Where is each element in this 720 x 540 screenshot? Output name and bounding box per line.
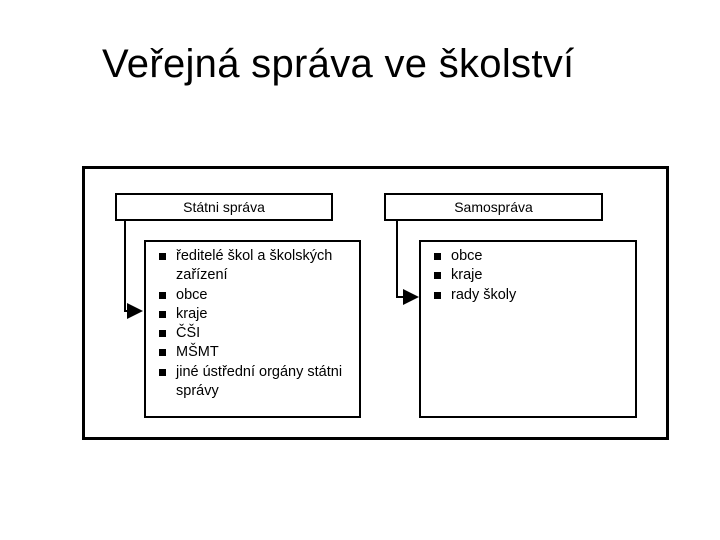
samosprava-list xyxy=(421,247,635,305)
list-item: ředitelé škol a školských zařízení xyxy=(146,247,359,286)
list-item: jiné ústřední orgány státni správy xyxy=(146,363,359,402)
slide-title: Veřejná správa ve školství xyxy=(102,42,575,86)
list-item: obce xyxy=(421,247,635,266)
list-item: MŠMT xyxy=(146,343,359,362)
arrow-statni-sprava xyxy=(125,221,141,311)
list-item: ČŠI xyxy=(146,324,359,343)
statni-sprava-header-label: Státni správa xyxy=(183,199,265,215)
statni-sprava-list-box xyxy=(144,240,361,418)
samosprava-list-box xyxy=(419,240,637,418)
statni-sprava-header xyxy=(115,193,333,221)
list-item: kraje xyxy=(421,266,635,285)
list-item: kraje xyxy=(146,305,359,324)
arrow-samosprava xyxy=(397,221,417,297)
list-item: rady školy xyxy=(421,286,635,305)
samosprava-header xyxy=(384,193,603,221)
statni-sprava-list xyxy=(146,247,359,401)
list-item: obce xyxy=(146,286,359,305)
samosprava-header-label: Samospráva xyxy=(454,199,533,215)
